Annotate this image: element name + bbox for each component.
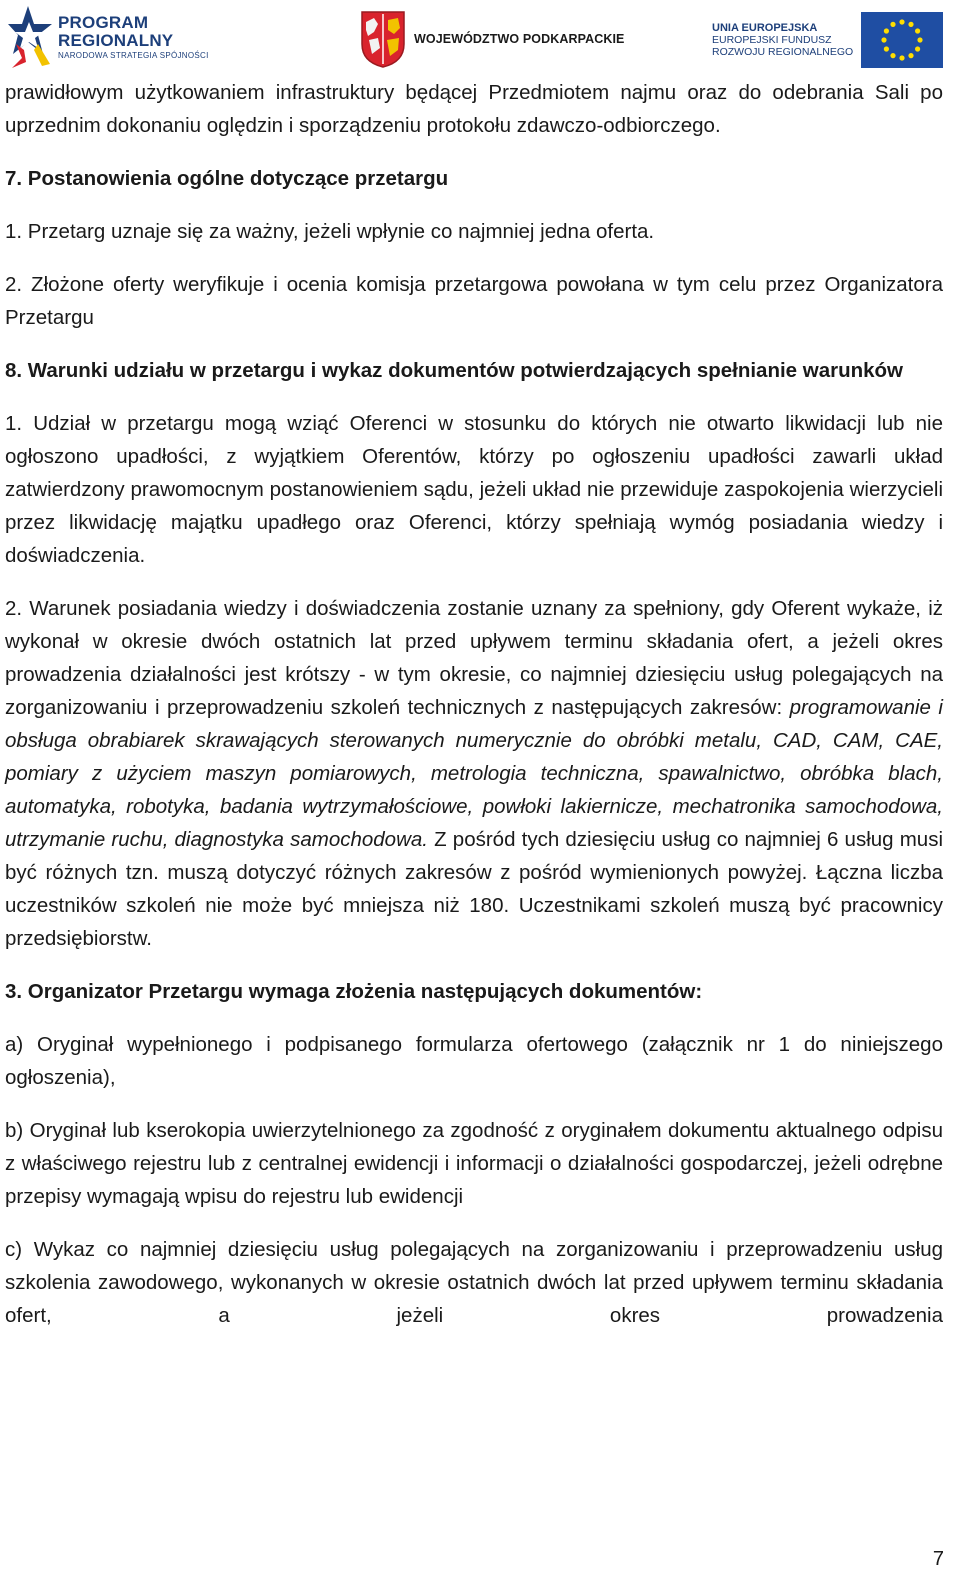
section-8-item-2-continuation: Z pośród tych dziesięciu usług co najmniej 6 usług musi być różnych tzn. muszą dotyczyć różnych zakresów z pośród wymienionych powyżej. Łączna liczba uczestników szkoleń nie może być mniejsza niż 180. Uczestnikami szkoleń muszą być pracownicy przedsiębiorstw. (5, 828, 943, 950)
page-header (0, 0, 960, 78)
voivodeship-logo (360, 10, 625, 68)
section-8-item-3-heading: 3. Organizator Przetargu wymaga złożenia następujących dokumentów: (5, 980, 703, 1003)
section-7-item-1: 1. Przetarg uznaje się za ważny, jeżeli wpłynie co najmniej jedna oferta. (5, 220, 655, 243)
document-item-c: c) Wykaz co najmniej dziesięciu usług polegających na zorganizowaniu i przeprowadzeniu usług szkolenia zawodowego, wykonanych w okresie ostatnich dwóch lat przed upływem terminu składania ofert, a jeżeli okres prowadzenia (5, 1238, 943, 1327)
section-8-heading: 8. Warunki udziału w przetargu i wykaz dokumentów potwierdzających spełnianie warunków (5, 359, 904, 382)
program-title: PROGRAM (58, 13, 149, 32)
section-8-item-2-text: 2. Warunek posiadania wiedzy i doświadczenia zostanie uznany za spełniony, gdy Oferent wykaże, iż wykonał w okresie dwóch ostatnich lat przed upływem terminu składania ofert, a jeżeli okres prowadzenia działalności jest krótszy - w tym okresie, co najmniej dziesięciu usług polegających na zorganizowaniu i przeprowadzeniu szkoleń technicznych z następujących zakresów: (5, 597, 943, 719)
section-7-item-2: 2. Złożone oferty weryfikuje i ocenia komisja przetargowa powołana w tym celu przez Organizatora Przetargu (5, 273, 943, 329)
document-body (5, 76, 943, 1332)
program-regionalny-logo-icon (8, 4, 54, 70)
eu-title: UNIA EUROPEJSKA (712, 21, 818, 34)
section-8-item-2 (5, 592, 943, 955)
section-8-item-1: 1. Udział w przetargu mogą wziąć Oferenci w stosunku do których nie otwarto likwidacji lub nie ogłoszono upadłości, z wyjątkiem Oferentów, którzy po ogłoszeniu upadłości zawarli układ zatwierdzony prawomocnym postanowieniem sądu, jeżeli układ nie przewiduje zaspokojenia wierzycieli przez likwidację majątku upadłego oraz Oferenci, którzy spełniają wymóg posiadania wiedzy i doświadczenia. (5, 412, 943, 567)
intro-paragraph: prawidłowym użytkowaniem infrastruktury będącej Przedmiotem najmu oraz do odebrania Sali po uprzednim dokonaniu oględzin i sporządzeniu protokołu zdawczo-odbiorczego. (5, 81, 943, 137)
section-7-heading: 7. Postanowienia ogólne dotyczące przetargu (5, 167, 449, 190)
document-item-a: a) Oryginał wypełnionego i podpisanego formularza ofertowego (załącznik nr 1 do niniejszego ogłoszenia), (5, 1033, 943, 1089)
document-item-b: b) Oryginał lub kserokopia uwierzytelnionego za zgodność z oryginałem dokumentu aktualnego odpisu z właściwego rejestru lub z centralnej ewidencji i informacji o działalności gospodarczej, jeżeli odrębne przepisy wymagają wpisu do rejestru lub ewidencji (5, 1119, 943, 1208)
program-subtitle: REGIONALNY (58, 31, 174, 50)
voivodeship-name: WOJEWÓDZTWO PODKARPACKIE (414, 32, 625, 46)
eu-flag-icon (861, 12, 943, 68)
eu-fund-line2: ROZWOJU REGIONALNEGO (712, 46, 854, 59)
page-number: 7 (932, 1548, 944, 1570)
eu-fund-line1: EUROPEJSKI FUNDUSZ (712, 34, 832, 47)
section-8-item-2-scopes: programowanie i obsługa obrabiarek skrawających sterowanych numerycznie do obróbki metalu, CAD, CAM, CAE, pomiary z użyciem maszyn pomiarowych, metrologia techniczna, spawalnictwo, obróbka blach, automatyka, robotyka, badania wytrzymałościowe, powłoki lakiernicze, mechatronika samochodowa, utrzymanie ruchu, diagnostyka samochodowa. (5, 696, 943, 851)
program-regionalny-logo (8, 4, 209, 70)
podkarpackie-coat-of-arms-icon (360, 10, 406, 68)
eu-logo (712, 12, 943, 68)
program-tagline: NARODOWA STRATEGIA SPÓJNOŚCI (58, 51, 209, 60)
